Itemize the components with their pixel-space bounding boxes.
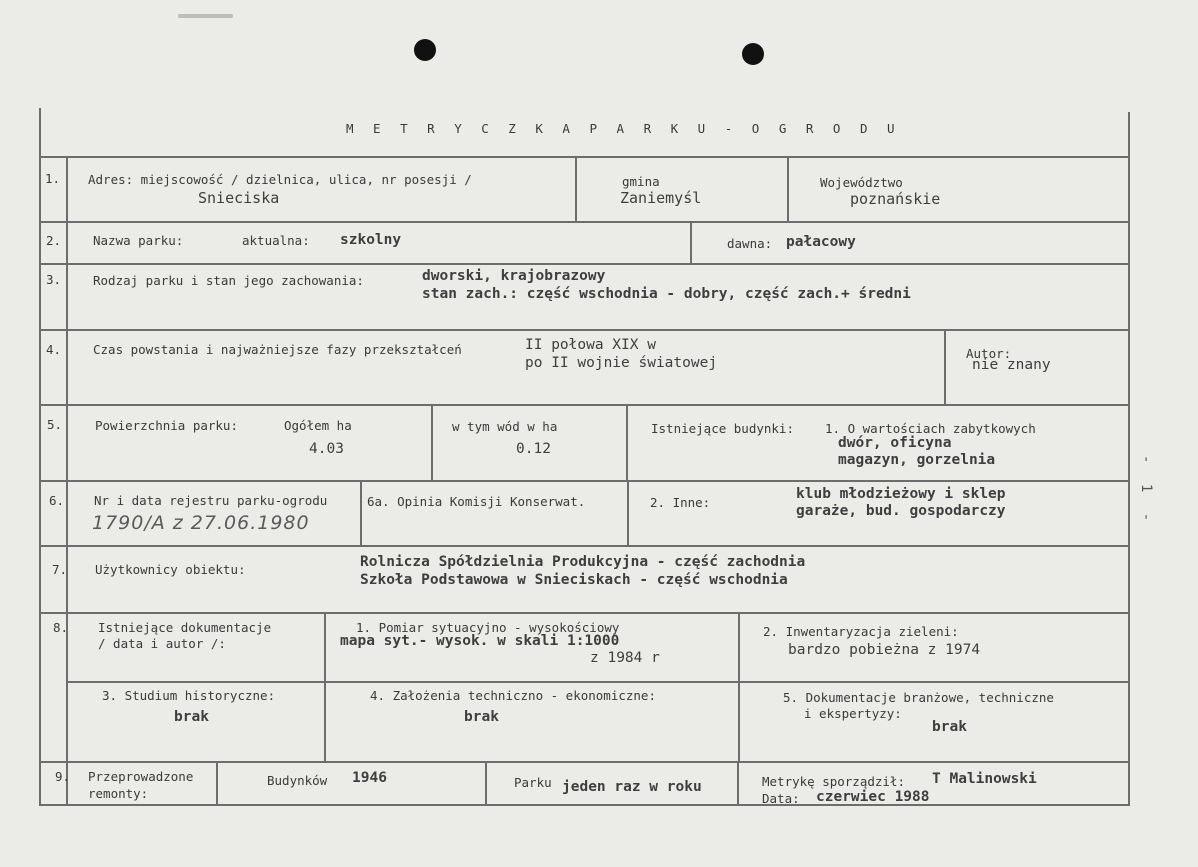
rule-r8-b: [738, 612, 740, 761]
branch-docs-label-line2: i ekspertyzy:: [804, 706, 902, 721]
row-number-5: 5.: [47, 417, 63, 432]
repairs-label-line2: remonty:: [88, 786, 149, 801]
buildings-historic-line1: dwór, oficyna: [838, 435, 952, 451]
opinion-label: 6a. Opinia Komisji Konserwat.: [367, 494, 586, 509]
voivodeship-value: poznańskie: [850, 190, 941, 208]
total-area-label: Ogółem ha: [284, 418, 352, 433]
frame-bottom: [39, 804, 1130, 806]
inventory-value: bardzo pobieżna z 1974: [788, 642, 981, 658]
rule-r9-c: [737, 761, 739, 804]
rule-6: [39, 545, 1130, 547]
docs-label-line1: Istniejące dokumentacje: [98, 620, 272, 635]
survey-line1: mapa syt.- wysok. w skali 1:1000: [340, 633, 620, 649]
row-number-6: 6.: [49, 493, 65, 508]
rule-title: [39, 156, 1130, 158]
rule-r5-a: [431, 404, 433, 480]
rule-r5-b: [626, 404, 628, 480]
rule-r1-a: [575, 156, 577, 221]
park-repair-value: jeden raz w roku: [562, 779, 702, 795]
rule-3: [39, 329, 1130, 331]
frame-right: [1128, 112, 1130, 806]
row-number-3: 3.: [46, 272, 62, 287]
register-label: Nr i data rejestru parku-ogrodu: [94, 493, 328, 508]
branch-docs-label-line1: 5. Dokumentacje branżowe, techniczne: [783, 690, 1054, 705]
park-type-line2: stan zach.: część wschodnia - dobry, część zach.+ średni: [422, 286, 911, 302]
buildings-historic-label: 1. O wartościach zabytkowych: [825, 421, 1036, 436]
other-buildings-label: 2. Inne:: [650, 495, 711, 510]
prepared-by-label: Metrykę sporządził:: [762, 774, 905, 789]
users-line1: Rolnicza Spółdzielnia Produkcyjna - część zachodnia: [360, 554, 806, 570]
voivodeship-label: Województwo: [820, 175, 903, 190]
rule-r6-b: [627, 480, 629, 545]
punch-hole-left: [414, 39, 436, 61]
current-name-value: szkolny: [340, 232, 402, 248]
rule-2: [39, 263, 1130, 265]
rule-r9-b: [485, 761, 487, 804]
rule-r1-b: [787, 156, 789, 221]
rule-r6-a: [360, 480, 362, 545]
smudge: [178, 14, 233, 18]
water-area-value: 0.12: [516, 441, 551, 457]
users-label: Użytkownicy obiektu:: [95, 562, 246, 577]
rule-8a: [66, 681, 1130, 683]
row-number-4: 4.: [46, 342, 62, 357]
survey-line2: z 1984 r: [590, 650, 660, 666]
origin-line2: po II wojnie światowej: [525, 355, 718, 371]
buildings-repair-value: 1946: [352, 770, 387, 786]
historical-study-label: 3. Studium historyczne:: [102, 688, 276, 703]
punch-hole-right: [742, 43, 764, 65]
row-number-9: 9.: [55, 769, 71, 784]
rule-r8-a: [324, 612, 326, 761]
page-number: - 1 -: [1138, 455, 1154, 528]
buildings-historic-line2: magazyn, gorzelnia: [838, 452, 996, 468]
author-label: Autor:: [966, 346, 1012, 361]
rule-8: [39, 761, 1130, 763]
origin-label: Czas powstania i najważniejsze fazy przekształceń: [93, 342, 462, 357]
branch-docs-value: brak: [932, 719, 967, 735]
other-buildings-line1: klub młodzieżowy i sklep: [796, 486, 1006, 502]
rule-7: [39, 612, 1130, 614]
address-label: Adres: miejscowość / dzielnica, ulica, nr posesji /: [88, 172, 472, 187]
row-number-8: 8.: [53, 620, 69, 635]
repairs-label-line1: Przeprowadzone: [88, 769, 194, 784]
former-name-value: pałacowy: [786, 234, 856, 250]
buildings-label: Istniejące budynki:: [651, 421, 794, 436]
rule-r2: [690, 221, 692, 263]
gmina-value: Zaniemyśl: [620, 189, 702, 207]
author-value: nie znany: [972, 357, 1051, 373]
form-title: M E T R Y C Z K A P A R K U - O G R O D U: [346, 121, 901, 136]
water-area-label: w tym wód w ha: [452, 419, 558, 434]
current-name-label: aktualna:: [242, 233, 310, 248]
other-buildings-line2: garaże, bud. gospodarczy: [796, 503, 1006, 519]
docs-label-line2: / data i autor /:: [98, 636, 226, 651]
park-repair-label: Parku: [514, 775, 552, 790]
date-label: Data:: [762, 791, 800, 806]
date-value: czerwiec 1988: [816, 789, 930, 805]
rule-1: [39, 221, 1130, 223]
rule-5: [39, 480, 1130, 482]
row-number-1: 1.: [45, 171, 61, 186]
address-value: Snieciska: [198, 189, 280, 207]
park-type-label: Rodzaj parku i stan jego zachowania:: [93, 273, 364, 288]
technical-label: 4. Założenia techniczno - ekonomiczne:: [370, 688, 656, 703]
register-value-handwritten: 1790/A z 27.06.1980: [92, 512, 310, 534]
prepared-by-value: T Malinowski: [932, 771, 1037, 787]
historical-study-value: brak: [174, 709, 209, 725]
former-name-label: dawna:: [727, 236, 773, 251]
row-number-2: 2.: [46, 233, 62, 248]
survey-label: 1. Pomiar sytuacyjno - wysokościowy: [356, 620, 620, 635]
users-line2: Szkoła Podstawowa w Snieciskach - część wschodnia: [360, 572, 788, 588]
area-label: Powierzchnia parku:: [95, 418, 238, 433]
buildings-repair-label: Budynków: [267, 773, 328, 788]
row-number-7: 7.: [52, 562, 68, 577]
frame-left: [39, 108, 41, 805]
gmina-label: gmina: [622, 174, 660, 189]
rule-r9-a: [216, 761, 218, 804]
rule-r4: [944, 329, 946, 404]
origin-line1: II połowa XIX w: [525, 337, 656, 353]
rule-4: [39, 404, 1130, 406]
park-name-label: Nazwa parku:: [93, 233, 184, 248]
inventory-label: 2. Inwentaryzacja zieleni:: [763, 624, 959, 639]
total-area-value: 4.03: [309, 441, 344, 457]
park-type-line1: dworski, krajobrazowy: [422, 268, 606, 284]
technical-value: brak: [464, 709, 499, 725]
